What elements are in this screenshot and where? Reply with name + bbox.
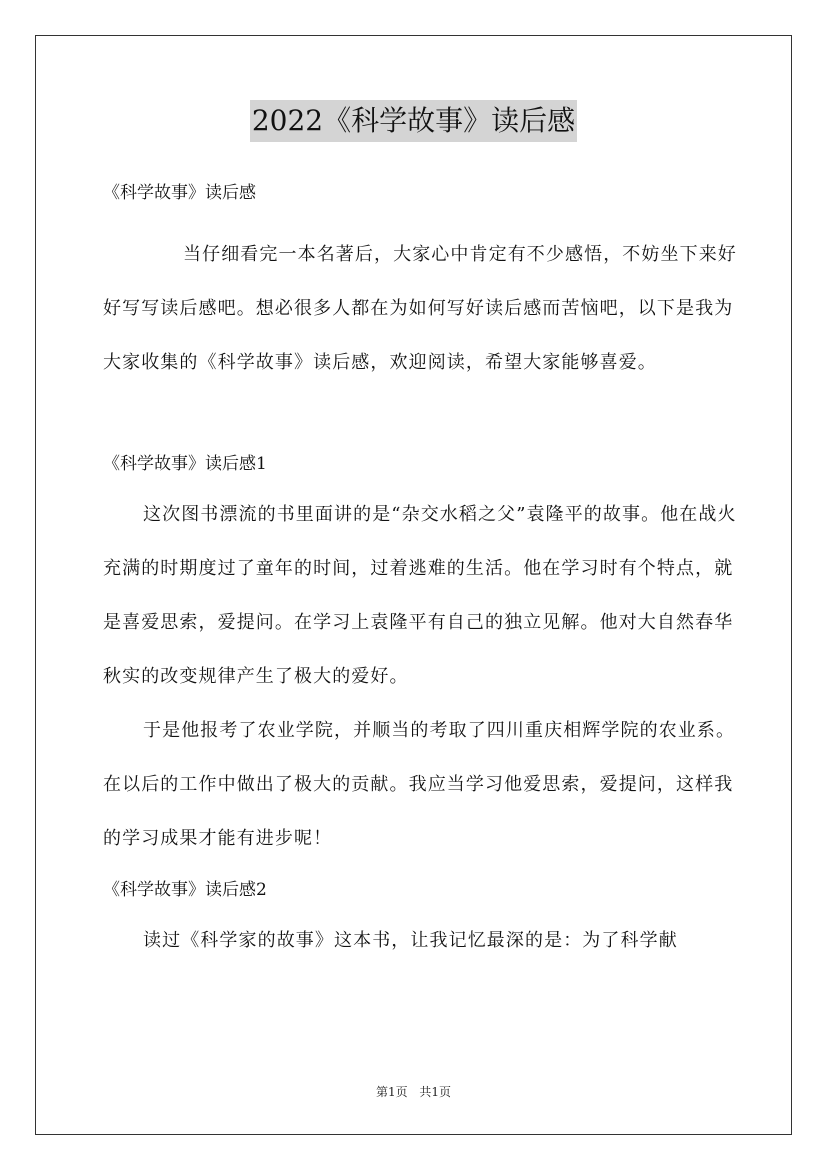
section-heading-1: 《科学故事》读后感1: [103, 454, 267, 474]
page-number: 第1页: [375, 1085, 408, 1099]
document-body: [103, 174, 743, 968]
document-title: 2022《科学故事》读后感: [250, 100, 577, 142]
page-footer: [0, 1083, 827, 1101]
section-1-paragraph-2: 于是他报考了农业学院，并顺当的考取了四川重庆相辉学院的农业系。在以后的工作中做出了极大的贡献。我应当学习他爱思索，爱提问，这样我的学习成果才能有进步呢！: [103, 720, 736, 849]
section-1-paragraph-1: 这次图书漂流的书里面讲的是“杂交水稻之父”袁隆平的故事。他在战火充满的时期度过了童年的时间，过着逃难的生活。他在学习时有个特点，就是喜爱思索，爱提问。在学习上袁隆平有自己的独立见解。他对大自然春华秋实的改变规律产生了极大的爱好。: [103, 504, 737, 687]
total-pages: 共1页: [419, 1085, 452, 1099]
section-heading-2: 《科学故事》读后感2: [103, 880, 267, 900]
section-2-paragraph-1: 读过《科学家的故事》这本书，让我记忆最深的是：为了科学献: [143, 930, 678, 951]
document-subtitle: 《科学故事》读后感: [103, 183, 256, 203]
intro-paragraph: 当仔细看完一本名著后，大家心中肯定有不少感悟，不妨坐下来好好写写读后感吧。想必很多人都在为如何写好读后感而苦恼吧，以下是我为大家收集的《科学故事》读后感，欢迎阅读，希望大家能够喜爱。: [103, 244, 737, 373]
title-container: [0, 100, 827, 142]
